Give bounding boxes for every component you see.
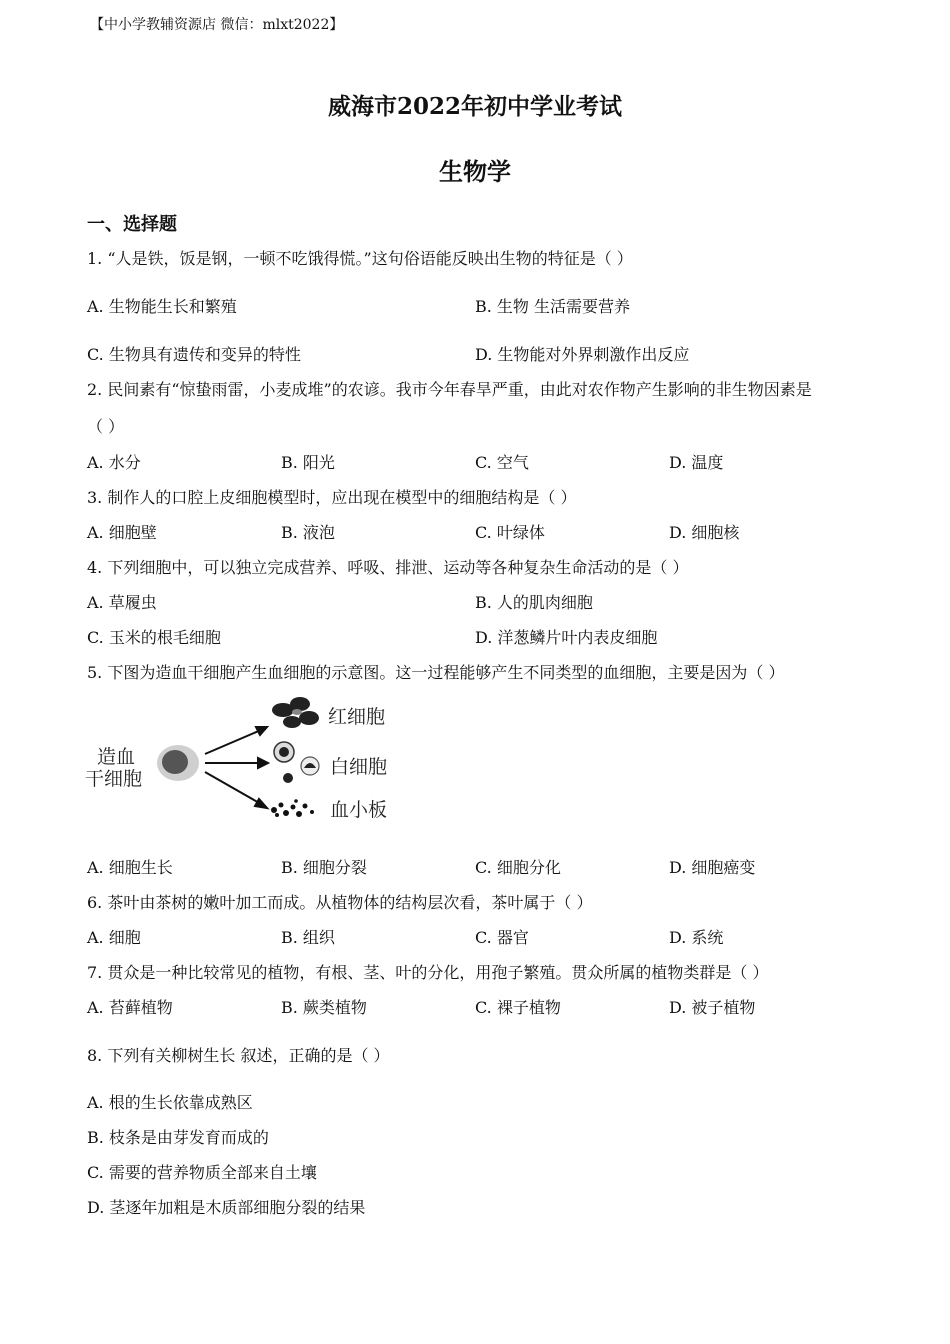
q6-option-b: B. 组织 — [281, 928, 335, 947]
q6-option-c: C. 器官 — [475, 928, 529, 947]
q4-option-d: D. 洋葱鳞片叶内表皮细胞 — [475, 628, 658, 647]
hematopoiesis-diagram — [85, 688, 415, 828]
question-5-stem: 5. 下图为造血干细胞产生血细胞的示意图。这一过程能够产生不同类型的血细胞，主要是因为（ ） — [87, 663, 785, 682]
question-7-stem: 7. 贯众是一种比较常见的植物，有根、茎、叶的分化，用孢子繁殖。贯众所属的植物类群是（ ） — [87, 963, 769, 982]
q5-option-d: D. 细胞癌变 — [669, 858, 756, 877]
question-2-stem-continued: （ ） — [87, 417, 125, 436]
question-2-stem: 2. 民间素有“惊蛰雨雷，小麦成堆”的农谚。我市今年春旱严重，由此对农作物产生影响的非生物因素是 — [87, 380, 812, 399]
question-3-stem: 3. 制作人的口腔上皮细胞模型时，应出现在模型中的细胞结构是（ ） — [87, 488, 577, 507]
exam-title: 威海市2022年初中学业考试 — [327, 93, 622, 120]
q8-option-b: B. 枝条是由芽发育而成的 — [87, 1128, 269, 1147]
q2-option-a: A. 水分 — [87, 453, 141, 472]
red-blood-cells-icon — [272, 697, 319, 728]
red-blood-cell-label: 红细胞 — [328, 706, 386, 728]
q4-option-b: B. 人的肌肉细胞 — [475, 593, 593, 612]
q2-option-d: D. 温度 — [669, 453, 724, 472]
q3-option-c: C. 叶绿体 — [475, 523, 545, 542]
q6-option-a: A. 细胞 — [87, 928, 141, 947]
question-6-stem: 6. 茶叶由茶树的嫩叶加工而成。从植物体的结构层次看，茶叶属于（ ） — [87, 893, 593, 912]
q1-option-d: D. 生物能对外界刺激作出反应 — [475, 345, 690, 364]
stem-cell-icon — [157, 745, 199, 781]
section-heading: 一、选择题 — [87, 214, 177, 235]
q4-option-c: C. 玉米的根毛细胞 — [87, 628, 221, 647]
q7-option-d: D. 被子植物 — [669, 998, 756, 1017]
white-blood-cell-label: 白细胞 — [330, 756, 388, 778]
q7-option-b: B. 蕨类植物 — [281, 998, 367, 1017]
q5-option-b: B. 细胞分裂 — [281, 858, 367, 877]
q1-option-a: A. 生物能生长和繁殖 — [87, 297, 237, 316]
q5-option-c: C. 细胞分化 — [475, 858, 561, 877]
white-blood-cells-icon — [274, 742, 319, 783]
q1-option-c: C. 生物具有遗传和变异的特性 — [87, 345, 301, 364]
platelet-label: 血小板 — [330, 799, 388, 821]
arrows — [205, 727, 268, 808]
question-4-stem: 4. 下列细胞中，可以独立完成营养、呼吸、排泄、运动等各种复杂生命活动的是（ ） — [87, 558, 689, 577]
platelets-icon — [271, 799, 314, 817]
q3-option-a: A. 细胞壁 — [87, 523, 157, 542]
header-note: 【中小学教辅资源店 微信：mlxt2022】 — [90, 17, 344, 33]
q2-option-b: B. 阳光 — [281, 453, 335, 472]
q8-option-d: D. 茎逐年加粗是木质部细胞分裂的结果 — [87, 1198, 366, 1217]
q7-option-a: A. 苔藓植物 — [87, 998, 173, 1017]
exam-subject: 生物学 — [439, 157, 511, 186]
stem-cell-label-line1: 造血 — [97, 746, 136, 768]
stem-cell-label-line2: 干细胞 — [85, 768, 143, 790]
q8-option-c: C. 需要的营养物质全部来自土壤 — [87, 1163, 317, 1182]
question-1-stem: 1. “人是铁，饭是钢，一顿不吃饿得慌。”这句俗语能反映出生物的特征是（ ） — [87, 249, 633, 268]
q3-option-d: D. 细胞核 — [669, 523, 740, 542]
q1-option-b: B. 生物 生活需要营养 — [475, 297, 631, 316]
q2-option-c: C. 空气 — [475, 453, 529, 472]
q5-option-a: A. 细胞生长 — [87, 858, 173, 877]
q7-option-c: C. 裸子植物 — [475, 998, 561, 1017]
q6-option-d: D. 系统 — [669, 928, 724, 947]
question-8-stem: 8. 下列有关柳树生长 叙述，正确的是（ ） — [87, 1046, 390, 1065]
q8-option-a: A. 根的生长依靠成熟区 — [87, 1093, 253, 1112]
q3-option-b: B. 液泡 — [281, 523, 335, 542]
q4-option-a: A. 草履虫 — [87, 593, 157, 612]
